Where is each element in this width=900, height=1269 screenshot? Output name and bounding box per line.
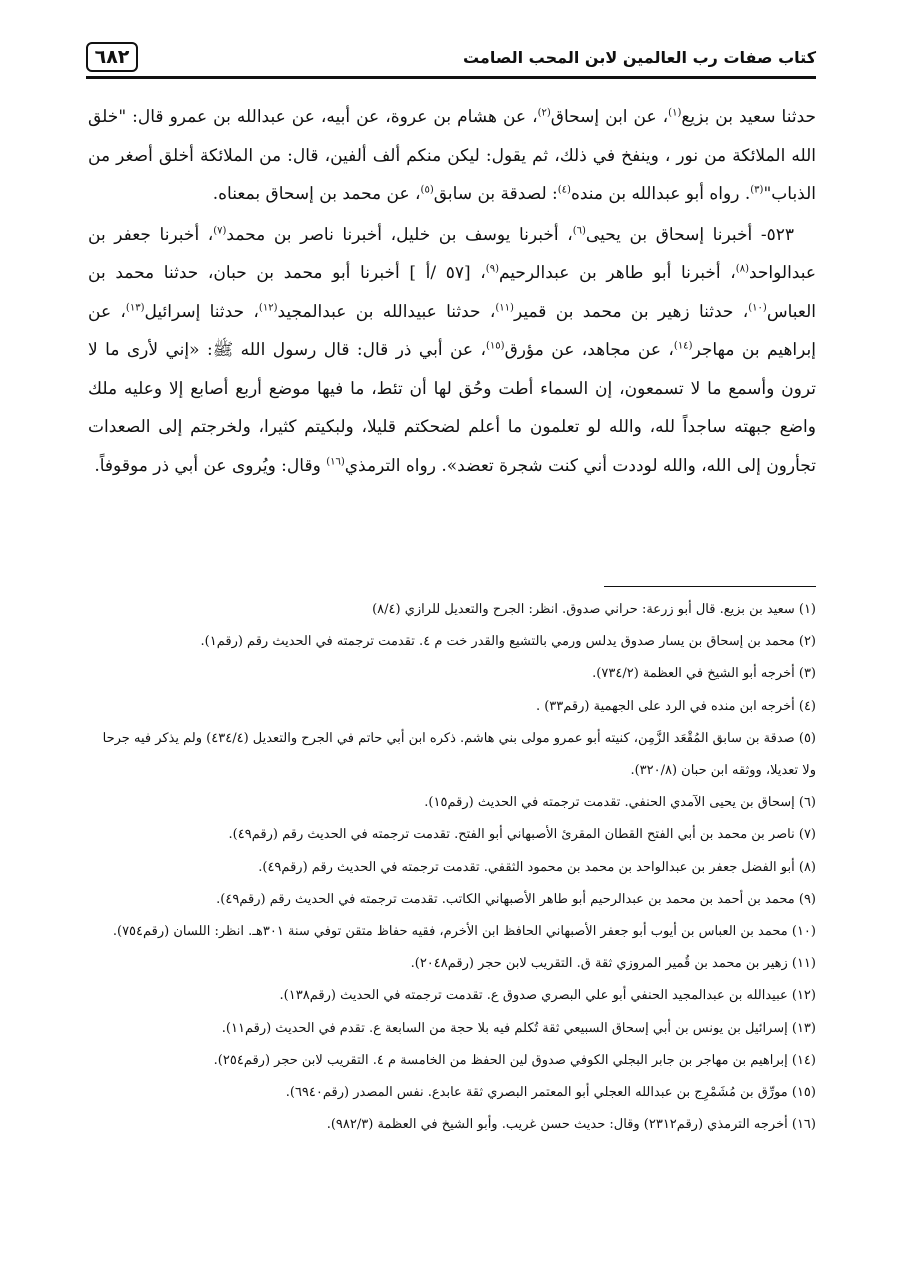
footnote-11: (١١) زهير بن محمد بن قُمير المروزي ثقة ق. التقريب لابن حجر (رقم٢٠٤٨). [410,956,816,972]
footnote-ref: (١٠) [748,301,767,313]
footnotes [88,594,816,1141]
footnote-10: (١٠) محمد بن العباس بن أيوب أبو جعفر الأصبهاني الحافظ ابن الأخرم، فقيه حفاظ متقن توفي سنة ٣٠١هـ. انظر: اللسان (رقم٧٥٤). [112,924,816,940]
text-segment: ، عن هشام بن عروة، عن أبيه، عن عبدالله بن عمرو قال: "خلق الله الملائكة من نور ، وينفخ في ذلك، ثم يقول: ليكن منكم ألف ألفين، قال: من الملائكة أخلق أصغر من الذباب" [88,107,816,204]
footnote-15: (١٥) مورِّق بن مُشَمْرِج بن عبدالله العجلي أبو المعتمر البصري ثقة عابدع. نفس المصدر (رقم٦٩٤٠). [285,1085,816,1101]
footnote-ref: (٧) [213,224,227,236]
footnote-7: (٧) ناصر بن محمد بن أبي الفتح القطان المقرئ الأصبهاني أبو الفتح. تقدمت ترجمته في الحديث رقم (رقم٤٩). [228,827,816,843]
footnote-separator [604,586,816,587]
text-segment: ، أخبرنا يوسف بن خليل، أخبرنا ناصر بن محمد [226,224,573,245]
page-number: ٦٨٢ [86,42,138,72]
footnote-1: (١) سعيد بن بزيع. قال أبو زرعة: حراني صدوق. انظر: الجرح والتعديل للرازي (٨/٤) [372,602,816,617]
footnote-13: (١٣) إسرائيل بن يونس بن أبي إسحاق السبيعي ثقة تُكلم فيه بلا حجة من السابعة ع. تقدم في الحديث (رقم١١). [221,1020,816,1036]
text-segment: ، عن أبي ذر قال: قال رسول الله ﷺ: «إني لأرى ما لا ترون وأسمع ما لا تسمعون، إن السماء أطت وحُق لها أن تئط، ما فيها موضع أربع أصابع إلا وعليه ملك واضع جبهته ساجداً لله، والله لو تعلمون ما أعلم لضحكتم قليلا، ولبكيتم كثيرا، ولخرجتم إلى الصعدات تجأرون إلى الله، والله لوددت أني كنت شجرة تعضد». رواه الترمذي [88,340,816,476]
footnote-6: (٦) إسحاق بن يحيى الآمدي الحنفي. تقدمت ترجمته في الحديث (رقم١٥). [424,795,816,811]
footnote-4: (٤) أخرجه ابن منده في الرد على الجهمية (رقم٣٣) . [535,698,816,714]
paragraph-hadith-522-end [88,98,816,214]
footnote-ref: (٤) [557,184,571,196]
text-segment: ، عن مجاهد، عن مؤرق [504,340,674,360]
running-head: كتاب صفات رب العالمين لابن المحب الصامت [462,48,816,67]
paragraph-hadith-523 [88,216,816,486]
footnote-14: (١٤) إبراهيم بن مهاجر بن جابر البجلي الكوفي صدوق لين الحفظ من الخامسة م ٤. التقريب لابن حجر (رقم٢٥٤). [213,1052,816,1068]
text-segment: ، أخبرنا أبو طاهر بن عبدالرحيم [498,263,736,283]
footnote-ref: (٢) [537,107,551,119]
footnote-ref: (١٣) [125,301,145,313]
footnote-ref: (١٤) [673,340,693,352]
footnote-ref: (٥) [420,184,434,196]
footnote-ref: (١٢) [258,301,278,313]
text-segment: ، [٥٧ /أ ] أخبرنا أبو محمد بن حبان، حدثنا محمد بن العباس [88,263,816,322]
footnote-5: (٥) صدقة بن سابق المُقْعَد الزَّمِن، كنيته أبو عمرو مولى بني هاشم. ذكره ابن أبي حاتم في الجرح والتعديل (٤٣٤/٤) ولم يذكر فيه جرحا ولا تعديلا، ووثقه ابن حبان (٣٢٠/٨). [102,730,816,779]
footnote-3: (٣) أخرجه أبو الشيخ في العظمة (٧٣٤/٢). [592,666,816,682]
footnote-9: (٩) محمد بن أحمد بن محمد بن عبدالرحيم أبو طاهر الأصبهاني الكاتب. تقدمت ترجمته في الحديث رقم (رقم٤٩). [216,891,816,907]
footnote-ref: (١٦) [326,455,345,467]
text-segment: ، حدثنا عبيدالله بن عبدالمجيد [277,301,496,322]
main-text [88,98,816,485]
text-segment: ، عن إبراهيم بن مهاجر [88,301,816,360]
text-segment: حدثنا سعيد بن بزيع [681,107,817,127]
text-segment: ، عن محمد بن إسحاق بمعناه. [212,184,421,204]
text-segment: : لصدقة بن سابق [433,184,558,204]
footnote-ref: (٨) [735,263,749,275]
footnote-ref: (٦) [572,224,586,236]
footnote-8: (٨) أبو الفضل جعفر بن عبدالواحد بن محمد بن محمود الثقفي. تقدمت ترجمته في الحديث رقم (رقم٤٩). [258,859,816,875]
footnote-ref: (٩) [485,263,499,275]
page-header [86,42,816,82]
header-rule [86,76,816,79]
text-segment: ، حدثنا إسرائيل [144,301,259,322]
footnote-ref: (١٥) [486,340,505,352]
text-segment: ، عن ابن إسحاق [550,107,669,127]
footnote-16: (١٦) أخرجه الترمذي (رقم٢٣١٢) وقال: حديث حسن غريب. وأبو الشيخ في العظمة (٩٨٢/٣). [326,1117,816,1133]
footnote-2: (٢) محمد بن إسحاق بن يسار صدوق يدلس ورمي بالتشيع والقدر خت م ٤. تقدمت ترجمته في الحديث رقم (رقم١). [200,634,816,650]
footnote-ref: (٣) [750,184,764,196]
footnote-ref: (١) [668,107,682,119]
text-segment: ، حدثنا زهير بن محمد بن قمير [513,301,749,322]
text-segment: وقال: ويُروى عن أبي ذر موقوفاً. [94,455,327,476]
text-segment: . رواه أبو عبدالله بن منده [570,184,751,204]
text-segment: ٥٢٣- أخبرنا إسحاق بن يحيى [585,224,794,245]
footnote-12: (١٢) عبيدالله بن عبدالمجيد الحنفي أبو علي البصري صدوق ع. تقدمت ترجمته في الحديث (رقم١٣٨). [279,988,816,1004]
footnote-ref: (١١) [495,301,514,313]
text-segment: ، أخبرنا جعفر بن عبدالواحد [88,224,817,283]
